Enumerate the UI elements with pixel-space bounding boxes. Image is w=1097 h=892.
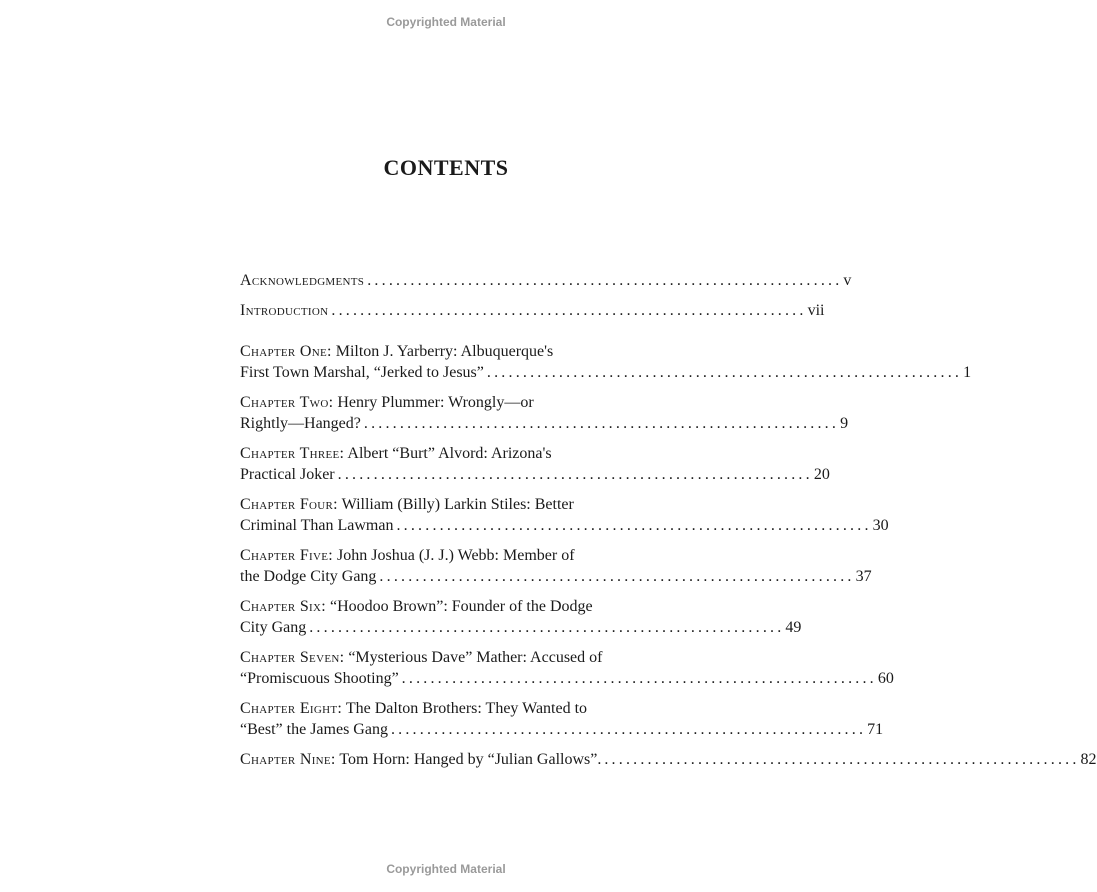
- chapter-label: Chapter Five:: [240, 547, 334, 564]
- chapter-label: Chapter Three:: [240, 445, 345, 462]
- chapter-label: Chapter Two:: [240, 394, 334, 411]
- toc-page-number: 71: [867, 721, 884, 738]
- dot-leader: ..................................................................: [309, 619, 785, 636]
- dot-leader: ..................................................................: [604, 751, 1080, 768]
- toc-line: [240, 566, 872, 587]
- dot-leader: ..................................................................: [396, 517, 872, 534]
- chapter-title-line1: The Dalton Brothers: They Wanted to: [342, 700, 588, 717]
- page-title: CONTENTS: [383, 155, 509, 180]
- dot-leader: ..................................................................: [331, 302, 807, 319]
- dot-leader: ..................................................................: [337, 466, 813, 483]
- toc-page-number: vii: [807, 302, 825, 319]
- toc-entry-chapter-8[interactable]: [240, 698, 884, 740]
- toc-line: [240, 668, 894, 689]
- toc-line: [240, 413, 849, 434]
- toc-page-number: 30: [872, 517, 889, 534]
- toc-entry-chapter-1[interactable]: [240, 341, 972, 383]
- toc-entry-introduction[interactable]: [240, 300, 825, 321]
- toc-page-number: v: [843, 272, 852, 289]
- dot-leader: ..................................................................: [486, 364, 963, 381]
- chapter-title: [240, 749, 601, 770]
- dot-leader: ..................................................................: [401, 670, 877, 687]
- toc-page-number: 9: [840, 415, 849, 432]
- toc-line: [240, 596, 662, 617]
- toc-label: Introduction: [240, 302, 329, 319]
- toc-entry-chapter-3[interactable]: [240, 443, 830, 485]
- toc-entry-chapter-9[interactable]: [240, 749, 1097, 770]
- toc-entry-chapter-7[interactable]: [240, 647, 894, 689]
- chapter-label: Chapter One:: [240, 343, 332, 360]
- toc-line: [240, 749, 1097, 770]
- toc-line: [240, 698, 662, 719]
- dot-leader: ..................................................................: [363, 415, 840, 432]
- toc-page-number: 20: [813, 466, 830, 483]
- chapter-title-line1: “Hoodoo Brown”: Founder of the Dodge: [326, 598, 593, 615]
- chapter-title-line2: City Gang: [240, 619, 307, 636]
- toc-line: [240, 545, 662, 566]
- toc-page-number: 1: [963, 364, 972, 381]
- toc-line: [240, 362, 972, 383]
- chapter-title-line1: John Joshua (J. J.) Webb: Member of: [333, 547, 575, 564]
- chapter-title-line2: Rightly—Hanged?: [240, 415, 361, 432]
- toc-line: [240, 494, 662, 515]
- toc-line: [240, 617, 802, 638]
- toc-line: [240, 392, 662, 413]
- toc-entry-chapter-4[interactable]: [240, 494, 889, 536]
- chapter-label: Chapter Nine:: [240, 751, 336, 768]
- chapter-title-line1: William (Billy) Larkin Stiles: Better: [337, 496, 574, 513]
- toc-page-number: 49: [785, 619, 802, 636]
- chapter-title-line2: Criminal Than Lawman: [240, 517, 394, 534]
- toc-entry-chapter-6[interactable]: [240, 596, 802, 638]
- chapter-label: Chapter Eight:: [240, 700, 343, 717]
- toc-line: [240, 341, 662, 362]
- chapter-title-line2: Practical Joker: [240, 466, 335, 483]
- chapter-title-line2: “Promiscuous Shooting”: [240, 670, 399, 687]
- toc-line: [240, 443, 662, 464]
- chapter-title-line2: First Town Marshal, “Jerked to Jesus”: [240, 364, 484, 381]
- chapter-title-line1: Milton J. Yarberry: Albuquerque's: [331, 343, 554, 360]
- toc-line: [240, 719, 884, 740]
- dot-leader: ..................................................................: [379, 568, 855, 585]
- chapter-title-line2: “Best” the James Gang: [240, 721, 388, 738]
- toc-page-number: 82: [1080, 751, 1097, 768]
- chapter-title-line1: “Mysterious Dave” Mather: Accused of: [344, 649, 603, 666]
- toc-entry-acknowledgments[interactable]: [240, 270, 852, 291]
- chapter-title-text: Tom Horn: Hanged by “Julian Gallows”.: [335, 751, 602, 768]
- table-of-contents: [240, 270, 1097, 770]
- chapter-title-line1: Albert “Burt” Alvord: Arizona's: [344, 445, 552, 462]
- toc-line: [240, 270, 852, 291]
- toc-line: [240, 647, 662, 668]
- toc-page-number: 37: [855, 568, 872, 585]
- dot-leader: ..................................................................: [390, 721, 867, 738]
- chapter-label: Chapter Four:: [240, 496, 338, 513]
- chapter-title-line2: the Dodge City Gang: [240, 568, 377, 585]
- toc-label: Acknowledgments: [240, 272, 365, 289]
- chapter-label: Chapter Seven:: [240, 649, 345, 666]
- toc-page-number: 60: [877, 670, 894, 687]
- chapter-label: Chapter Six:: [240, 598, 327, 615]
- toc-line: [240, 515, 889, 536]
- copyright-watermark-bottom: Copyrighted Material: [386, 862, 506, 876]
- toc-entry-chapter-2[interactable]: [240, 392, 849, 434]
- toc-line: [240, 464, 830, 485]
- chapter-title-line1: Henry Plummer: Wrongly—or: [333, 394, 534, 411]
- toc-entry-chapter-5[interactable]: [240, 545, 872, 587]
- toc-line: [240, 300, 825, 321]
- copyright-watermark-top: Copyrighted Material: [386, 15, 506, 29]
- dot-leader: ..................................................................: [367, 272, 843, 289]
